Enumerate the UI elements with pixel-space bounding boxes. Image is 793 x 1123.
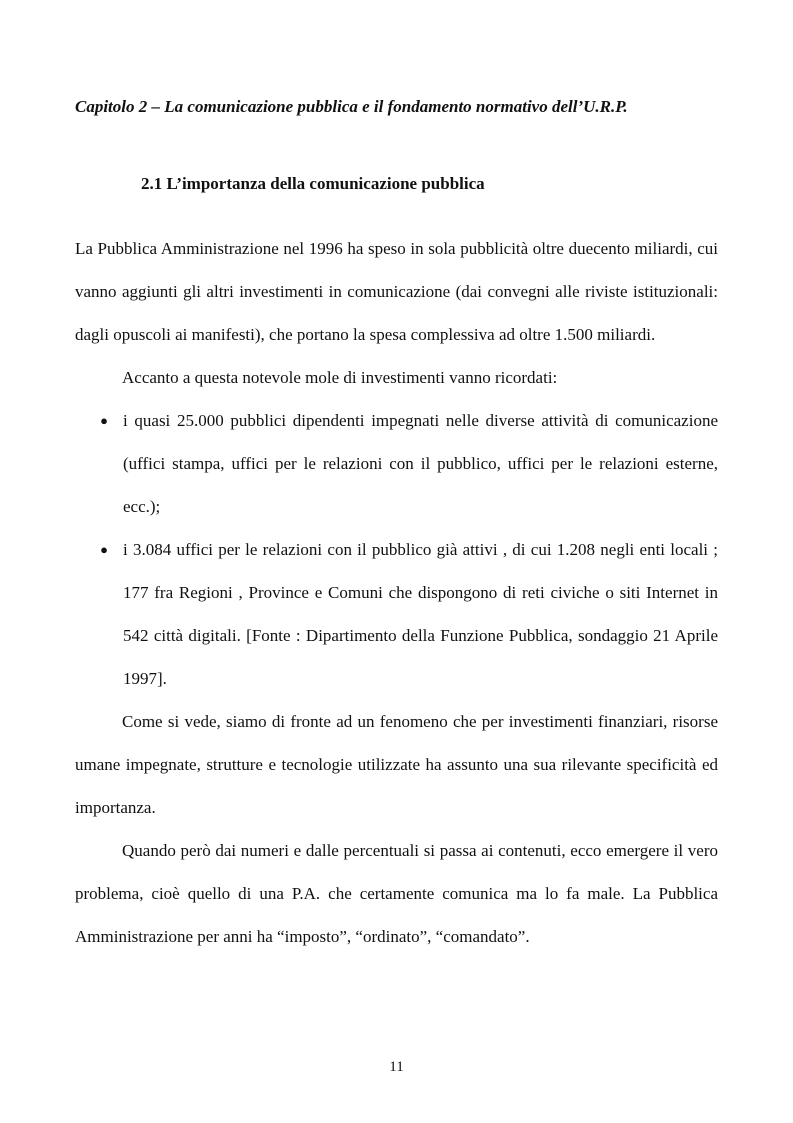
bullet-icon: ●: [100, 413, 108, 428]
bullet-icon: ●: [100, 542, 108, 557]
paragraph-phenomenon: Come si vede, siamo di fronte ad un fenomeno che per investimenti finanziari, risorse umane impegnate, strutture e tecnologie utilizzate ha assunto una sua rilevante specificità ed importanza.: [75, 712, 718, 817]
bullet-list: [75, 399, 718, 700]
list-item-text: i 3.084 uffici per le relazioni con il pubblico già attivi , di cui 1.208 negli enti locali ; 177 fra Regioni , Province e Comuni che dispongono di reti civiche o siti Internet in 542 città digitali. [Fonte : Dipartimento della Funzione Pubblica, sondaggio 21 Aprile 1997].: [123, 540, 718, 688]
chapter-title: Capitolo 2 – La comunicazione pubblica e il fondamento normativo dell’U.R.P.: [75, 97, 628, 116]
page-number: 11: [389, 1059, 404, 1075]
list-item: [75, 399, 718, 528]
paragraph-spending: La Pubblica Amministrazione nel 1996 ha speso in sola pubblicità oltre duecento miliardi, cui vanno aggiunti gli altri investimenti in comunicazione (dai convegni alle riviste istituzionali: dagli opuscoli ai manifesti), che portano la spesa complessiva ad oltre 1.500 miliardi.: [75, 239, 718, 344]
list-item: [75, 528, 718, 700]
paragraph-intro-list: Accanto a questa notevole mole di investimenti vanno ricordati:: [122, 368, 558, 387]
section-title: 2.1 L’importanza della comunicazione pubblica: [141, 174, 485, 193]
paragraph-problem: Quando però dai numeri e dalle percentuali si passa ai contenuti, ecco emergere il vero problema, cioè quello di una P.A. che certamente comunica ma lo fa male. La Pubblica Amministrazione per anni ha “imposto”, “ordinato”, “comandato”.: [75, 841, 718, 946]
body-text: [75, 227, 718, 958]
list-item-text: i quasi 25.000 pubblici dipendenti impegnati nelle diverse attività di comunicazione (uffici stampa, uffici per le relazioni con il pubblico, uffici per le relazioni esterne, ecc.);: [123, 411, 718, 516]
